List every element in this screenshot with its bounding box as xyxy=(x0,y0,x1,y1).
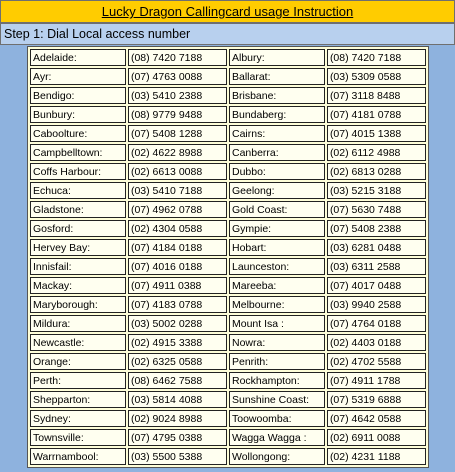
phone-cell: (07) 4181 0788 xyxy=(327,106,426,123)
step-bar xyxy=(0,23,455,45)
table-row xyxy=(30,277,426,294)
phone-cell: (03) 5410 7188 xyxy=(128,182,227,199)
access-number-table-container xyxy=(27,46,429,468)
table-row xyxy=(30,125,426,142)
table-row xyxy=(30,68,426,85)
city-cell: Cairns: xyxy=(229,125,325,142)
phone-cell: (07) 4016 0188 xyxy=(128,258,227,275)
phone-cell: (07) 4795 0388 xyxy=(128,429,227,446)
city-cell: Sunshine Coast: xyxy=(229,391,325,408)
city-cell: Adelaide: xyxy=(30,49,126,66)
city-cell: Geelong: xyxy=(229,182,325,199)
table-row xyxy=(30,410,426,427)
phone-cell: (03) 5410 2388 xyxy=(128,87,227,104)
city-cell: Gympie: xyxy=(229,220,325,237)
phone-cell: (07) 4911 0388 xyxy=(128,277,227,294)
table-row xyxy=(30,353,426,370)
step-label: Step 1: Dial Local access number xyxy=(4,27,191,41)
table-row xyxy=(30,258,426,275)
city-cell: Mareeba: xyxy=(229,277,325,294)
phone-cell: (02) 4403 0188 xyxy=(327,334,426,351)
phone-cell: (02) 4622 8988 xyxy=(128,144,227,161)
table-row xyxy=(30,429,426,446)
city-cell: Launceston: xyxy=(229,258,325,275)
phone-cell: (07) 4015 1388 xyxy=(327,125,426,142)
table-row xyxy=(30,220,426,237)
phone-cell: (07) 5408 2388 xyxy=(327,220,426,237)
city-cell: Canberra: xyxy=(229,144,325,161)
city-cell: Wollongong: xyxy=(229,448,325,465)
city-cell: Echuca: xyxy=(30,182,126,199)
city-cell: Bundaberg: xyxy=(229,106,325,123)
phone-cell: (03) 5309 0588 xyxy=(327,68,426,85)
phone-cell: (02) 9024 8988 xyxy=(128,410,227,427)
phone-cell: (02) 6325 0588 xyxy=(128,353,227,370)
city-cell: Brisbane: xyxy=(229,87,325,104)
title-link[interactable]: Lucky Dragon Callingcard usage Instruction xyxy=(101,4,354,19)
table-row xyxy=(30,448,426,465)
city-cell: Maryborough: xyxy=(30,296,126,313)
city-cell: Albury: xyxy=(229,49,325,66)
phone-cell: (07) 5319 6888 xyxy=(327,391,426,408)
city-cell: Innisfail: xyxy=(30,258,126,275)
phone-cell: (07) 5408 1288 xyxy=(128,125,227,142)
city-cell: Nowra: xyxy=(229,334,325,351)
city-cell: Hervey Bay: xyxy=(30,239,126,256)
phone-cell: (03) 6281 0488 xyxy=(327,239,426,256)
phone-cell: (07) 4764 0188 xyxy=(327,315,426,332)
city-cell: Newcastle: xyxy=(30,334,126,351)
city-cell: Mildura: xyxy=(30,315,126,332)
phone-cell: (02) 4702 5588 xyxy=(327,353,426,370)
phone-cell: (08) 9779 9488 xyxy=(128,106,227,123)
phone-cell: (07) 4183 0788 xyxy=(128,296,227,313)
city-cell: Bendigo: xyxy=(30,87,126,104)
phone-cell: (07) 4017 0488 xyxy=(327,277,426,294)
phone-cell: (07) 4763 0088 xyxy=(128,68,227,85)
city-cell: Orange: xyxy=(30,353,126,370)
city-cell: Campbelltown: xyxy=(30,144,126,161)
city-cell: Dubbo: xyxy=(229,163,325,180)
table-row xyxy=(30,334,426,351)
city-cell: Caboolture: xyxy=(30,125,126,142)
city-cell: Ballarat: xyxy=(229,68,325,85)
city-cell: Townsville: xyxy=(30,429,126,446)
phone-cell: (03) 5002 0288 xyxy=(128,315,227,332)
table-row xyxy=(30,391,426,408)
city-cell: Perth: xyxy=(30,372,126,389)
table-row xyxy=(30,106,426,123)
table-row xyxy=(30,372,426,389)
city-cell: Warrnambool: xyxy=(30,448,126,465)
table-body xyxy=(30,49,426,465)
phone-cell: (08) 6462 7588 xyxy=(128,372,227,389)
city-cell: Sydney: xyxy=(30,410,126,427)
table-row xyxy=(30,87,426,104)
table-row xyxy=(30,144,426,161)
city-cell: Gladstone: xyxy=(30,201,126,218)
table-row xyxy=(30,163,426,180)
city-cell: Shepparton: xyxy=(30,391,126,408)
phone-cell: (02) 6813 0288 xyxy=(327,163,426,180)
city-cell: Gosford: xyxy=(30,220,126,237)
phone-cell: (02) 6911 0088 xyxy=(327,429,426,446)
phone-cell: (03) 9940 2588 xyxy=(327,296,426,313)
title-bar xyxy=(0,0,455,23)
city-cell: Ayr: xyxy=(30,68,126,85)
table-row xyxy=(30,182,426,199)
table-row xyxy=(30,201,426,218)
phone-cell: (07) 5630 7488 xyxy=(327,201,426,218)
phone-cell: (03) 5500 5388 xyxy=(128,448,227,465)
city-cell: Melbourne: xyxy=(229,296,325,313)
phone-cell: (07) 4962 0788 xyxy=(128,201,227,218)
table-row xyxy=(30,49,426,66)
city-cell: Wagga Wagga : xyxy=(229,429,325,446)
phone-cell: (08) 7420 7188 xyxy=(327,49,426,66)
access-number-table xyxy=(28,47,428,467)
phone-cell: (07) 4911 1788 xyxy=(327,372,426,389)
phone-cell: (02) 4231 1188 xyxy=(327,448,426,465)
city-cell: Mackay: xyxy=(30,277,126,294)
phone-cell: (07) 4184 0188 xyxy=(128,239,227,256)
phone-cell: (07) 4642 0588 xyxy=(327,410,426,427)
phone-cell: (02) 6613 0088 xyxy=(128,163,227,180)
phone-cell: (07) 3118 8488 xyxy=(327,87,426,104)
table-row xyxy=(30,296,426,313)
phone-cell: (02) 4304 0588 xyxy=(128,220,227,237)
city-cell: Mount Isa : xyxy=(229,315,325,332)
phone-cell: (03) 6311 2588 xyxy=(327,258,426,275)
city-cell: Penrith: xyxy=(229,353,325,370)
table-row xyxy=(30,315,426,332)
city-cell: Bunbury: xyxy=(30,106,126,123)
phone-cell: (03) 5814 4088 xyxy=(128,391,227,408)
city-cell: Rockhampton: xyxy=(229,372,325,389)
city-cell: Toowoomba: xyxy=(229,410,325,427)
city-cell: Gold Coast: xyxy=(229,201,325,218)
city-cell: Coffs Harbour: xyxy=(30,163,126,180)
phone-cell: (03) 5215 3188 xyxy=(327,182,426,199)
phone-cell: (02) 6112 4988 xyxy=(327,144,426,161)
city-cell: Hobart: xyxy=(229,239,325,256)
phone-cell: (08) 7420 7188 xyxy=(128,49,227,66)
table-row xyxy=(30,239,426,256)
phone-cell: (02) 4915 3388 xyxy=(128,334,227,351)
